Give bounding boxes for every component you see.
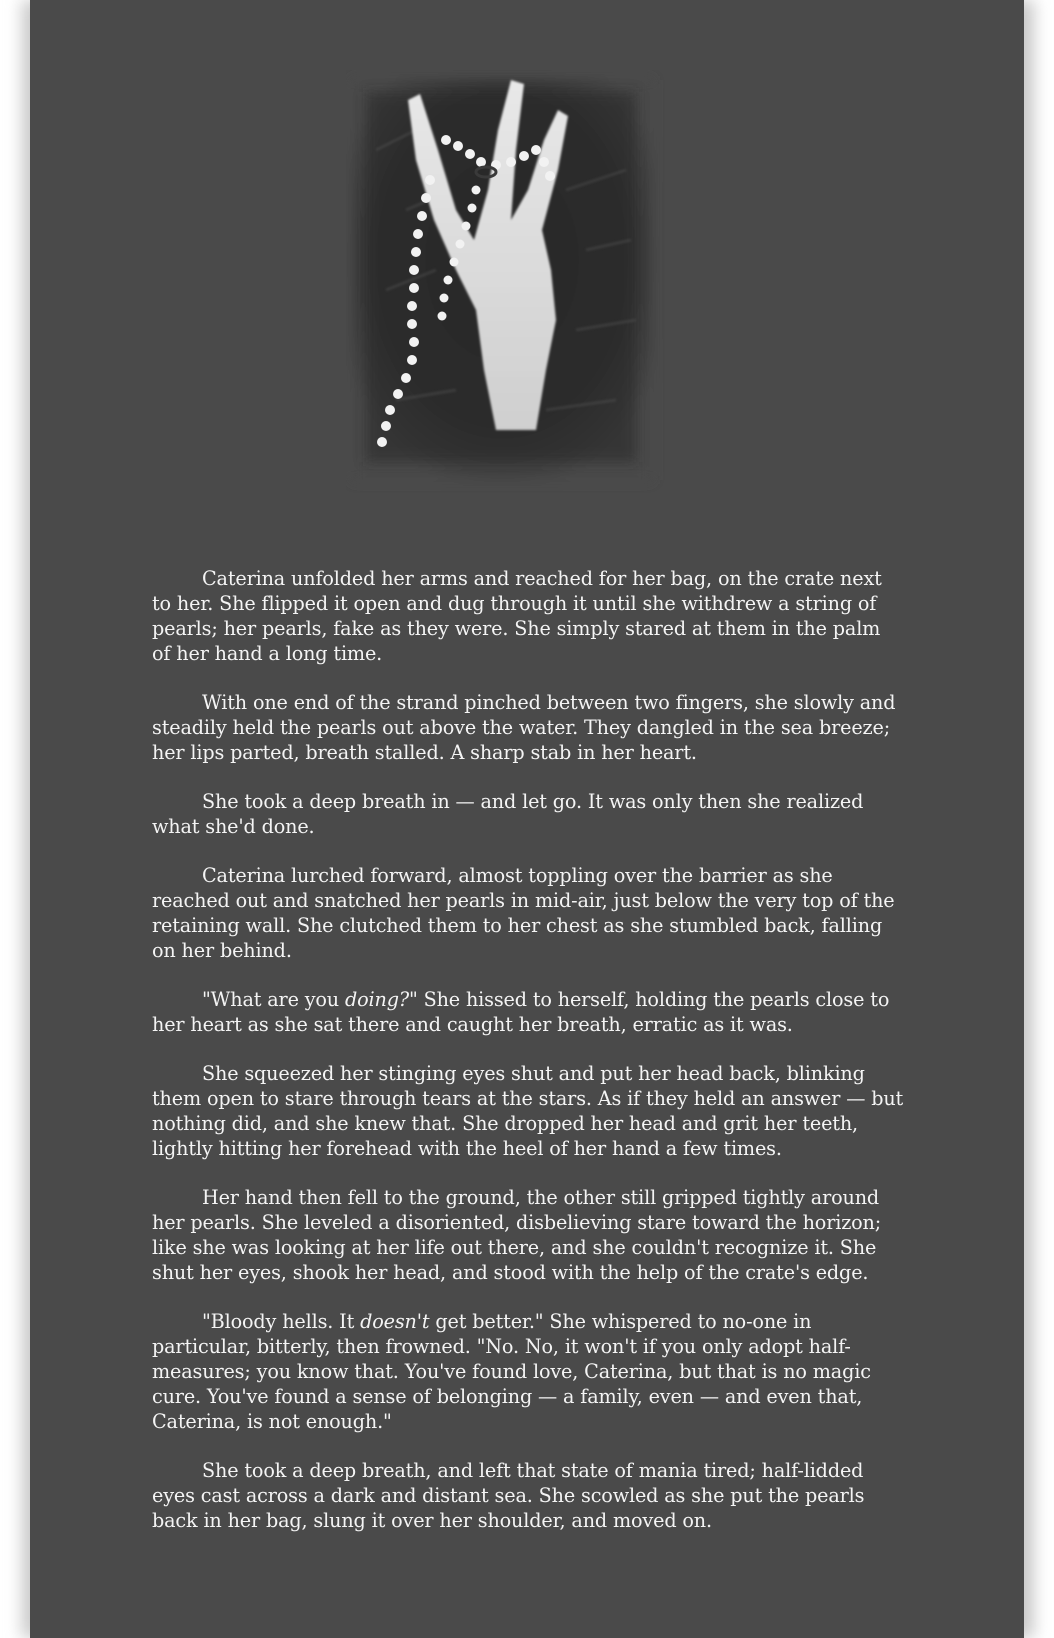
paragraph-5-emphasis: doing?	[344, 988, 409, 1011]
paragraph-3: She took a deep breath in — and let go. It was only then she realized what she'd done.	[152, 790, 864, 838]
hand-with-pearls-illustration	[346, 70, 668, 502]
paragraph-6: She squeezed her stinging eyes shut and put her head back, blinking them open to stare through tears at the stars. As if they held an answer — but nothing did, and she knew that. She dropped her head and grit her teeth, lightly hitting her forehead with the heel of her hand a few times.	[152, 1062, 904, 1160]
paragraph-8	[152, 1309, 904, 1434]
paragraph-5	[152, 987, 904, 1037]
paragraph-8-part-a: "Bloody hells. It	[202, 1310, 361, 1333]
paragraph-5-part-c: " She hissed to herself, holding the pearls close to her heart as she sat there and caught her breath, erratic as it was.	[152, 988, 890, 1036]
paragraph-1: Caterina unfolded her arms and reached for her bag, on the crate next to her. She flipped it open and dug through it until she withdrew a string of pearls; her pearls, fake as they were. She simply stared at them in the palm of her hand a long time.	[152, 567, 882, 665]
paragraph-8-emphasis: doesn't	[360, 1310, 430, 1333]
paragraph-4: Caterina lurched forward, almost toppling over the barrier as she reached out and snatched her pearls in mid-air, just below the very top of the retaining wall. She clutched them to her chest as she stumbled back, falling on her behind.	[152, 864, 895, 962]
paragraph-7: Her hand then fell to the ground, the other still gripped tightly around her pearls. She leveled a disoriented, disbelieving stare toward the horizon; like she was looking at her life out there, and she couldn't recognize it. She shut her eyes, shook her head, and stood with the help of the crate's edge.	[152, 1186, 882, 1284]
paragraph-5-part-a: "What are you	[202, 988, 345, 1011]
paragraph-8-part-c: get better." She whispered to no-one in particular, bitterly, then frowned. "No. No, it won't if you only adopt half-measures; you know that. You've found love, Caterina, but that is no magic cure. You've found a sense of belonging — a family, even — and even that, Caterina, is not enough."	[152, 1310, 871, 1433]
paragraph-9: She took a deep breath, and left that state of mania tired; half-lidded eyes cast across a dark and distant sea. She scowled as she put the pearls back in her bag, slung it over her shoulder, and moved on.	[152, 1459, 865, 1532]
paragraph-2: With one end of the strand pinched between two fingers, she slowly and steadily held the pearls out above the water. They dangled in the sea breeze; her lips parted, breath stalled. A sharp stab in her heart.	[152, 691, 896, 764]
story-text	[152, 566, 904, 1557]
